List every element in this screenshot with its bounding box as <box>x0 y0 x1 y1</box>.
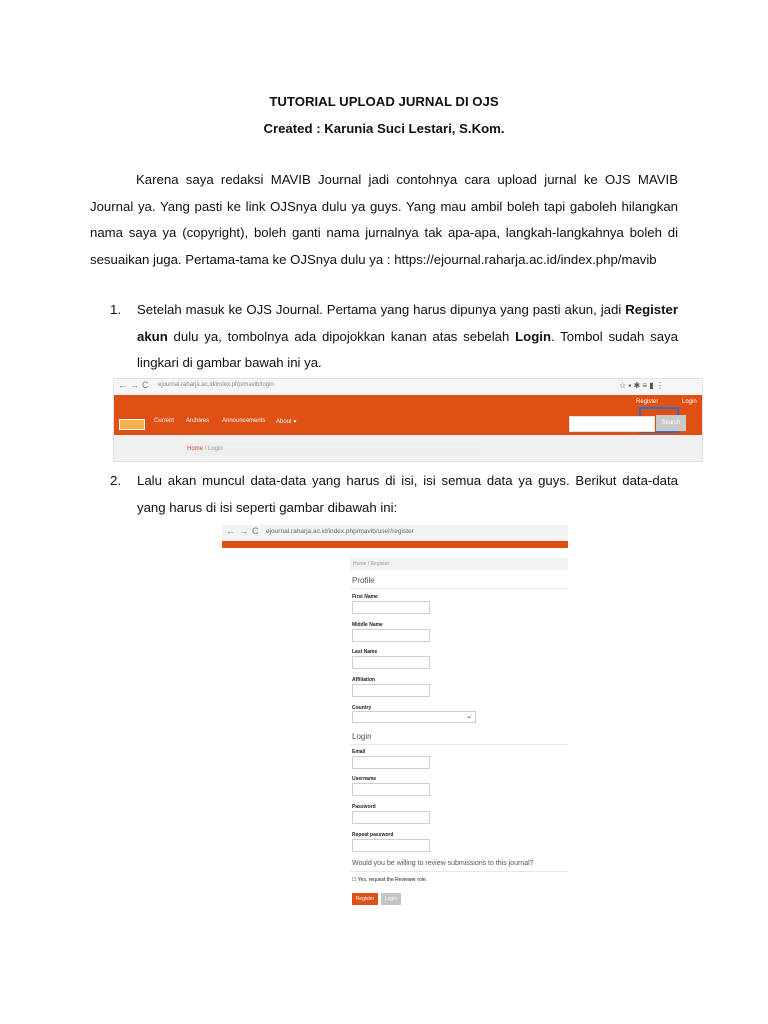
site-header <box>114 395 702 435</box>
country-label: Country <box>352 705 372 711</box>
username-field[interactable] <box>352 783 430 796</box>
browser-url-bar-2 <box>222 525 568 541</box>
step-1 <box>110 297 678 377</box>
journal-logo <box>119 419 145 430</box>
breadcrumb-home[interactable]: Home <box>353 561 367 567</box>
last-name-label: Last Name <box>352 649 378 655</box>
intro-text: Karena saya redaksi MAVIB Journal jadi contohnya cara upload jurnal ke OJS MAVIB Journal ya. Yang pasti ke link OJSnya dulu ya guys. Yang mau ambil boleh tapi gaboleh hilangkan nama saya ya (copyright), boleh ganti nama jurnalnya tak apa-apa, langkah-langkahnya boleh di sesuaikan juga. Pertama-tama ke OJSnya dulu ya : https://ejournal.raharja.ac.id/index.php/mavib <box>90 172 678 267</box>
step-2-text: Lalu akan muncul data-data yang harus di isi, isi semua data ya guys. Berikut data-data yang harus di isi seperti gambar dibawah ini: <box>137 473 678 515</box>
intro-paragraph <box>90 167 678 273</box>
first-name-label: First Name <box>352 594 378 600</box>
step-1-part3: . Tombol sudah saya lingkari di gambar bawah ini ya. <box>137 328 679 370</box>
forward-arrow-icon[interactable]: → <box>130 380 139 390</box>
browser-url[interactable]: ejournal.raharja.ac.id/index.php/mavib/user/register <box>266 528 414 535</box>
login-page-screenshot <box>113 378 703 462</box>
step-1-part2: dulu ya, tombolnya ada dipojokkan kanan atas sebelah <box>167 328 516 344</box>
repeat-password-field[interactable] <box>352 839 430 852</box>
step-1-text <box>137 297 678 377</box>
breadcrumb <box>184 442 480 456</box>
register-link[interactable]: Register <box>636 399 659 405</box>
login-heading: Login <box>352 732 372 741</box>
step-1-bold-register: Register akun <box>137 302 678 344</box>
chevron-down-icon: ⌄ <box>466 713 472 720</box>
register-page-screenshot <box>222 525 568 910</box>
middle-name-label: Middle Name <box>352 622 383 628</box>
first-name-field[interactable] <box>352 601 430 614</box>
email-label: Email <box>352 749 366 755</box>
breadcrumb-sep: / <box>203 446 209 452</box>
reviewer-checkbox[interactable]: ☐ Yes, request the Reviewer role. <box>352 877 428 883</box>
back-arrow-icon[interactable]: ← <box>226 526 235 536</box>
reviewer-question: Would you be willing to review submissions to this journal? <box>352 860 534 867</box>
login-link[interactable]: Login <box>682 399 697 405</box>
extension-icons[interactable]: ☆ ▪ ✱ ≡ ▮ ⋮ <box>619 381 664 390</box>
divider <box>350 871 568 872</box>
last-name-field[interactable] <box>352 656 430 669</box>
step-1-number: 1. <box>110 302 121 317</box>
search-button[interactable]: Search <box>656 415 686 431</box>
profile-heading: Profile <box>352 576 375 585</box>
document-title: TUTORIAL UPLOAD JURNAL DI OJS <box>269 94 499 109</box>
divider <box>350 744 568 745</box>
step-2 <box>110 468 678 521</box>
affiliation-label: Affiliation <box>352 677 376 683</box>
step-1-bold-login: Login <box>515 328 551 344</box>
middle-name-field[interactable] <box>352 629 430 642</box>
login-button[interactable]: Login <box>381 893 401 905</box>
repeat-password-label: Repeat password <box>352 832 394 838</box>
menu-current[interactable]: Current <box>154 418 175 424</box>
document-author: Created : Karunia Suci Lestari, S.Kom. <box>263 121 505 136</box>
search-input[interactable] <box>569 416 655 432</box>
divider <box>350 588 568 589</box>
username-label: Username <box>352 776 377 782</box>
reload-icon[interactable]: C <box>252 526 259 536</box>
browser-url[interactable]: ejournal.raharja.ac.id/index.php/mavib/login <box>158 382 274 388</box>
breadcrumb-current: Register <box>370 561 390 567</box>
menu-archives[interactable]: Archives <box>186 418 210 424</box>
register-button[interactable]: Register <box>352 893 378 905</box>
breadcrumb-sep: / <box>366 561 371 567</box>
step-1-part1: Setelah masuk ke OJS Journal. Pertama yang harus dipunya yang pasti akun, jadi <box>137 302 626 317</box>
country-select[interactable] <box>352 711 476 723</box>
browser-url-bar <box>114 379 702 396</box>
back-arrow-icon[interactable]: ← <box>118 380 127 390</box>
breadcrumb-home[interactable]: Home <box>187 446 204 452</box>
affiliation-field[interactable] <box>352 684 430 697</box>
menu-announcements[interactable]: Announcements <box>222 418 266 424</box>
forward-arrow-icon[interactable]: → <box>239 526 248 536</box>
breadcrumb <box>350 558 568 570</box>
breadcrumb-current: Login <box>208 446 223 452</box>
password-field[interactable] <box>352 811 430 824</box>
email-field[interactable] <box>352 756 430 769</box>
step-2-number: 2. <box>110 473 121 488</box>
password-label: Password <box>352 804 376 810</box>
site-header-strip <box>222 541 568 548</box>
menu-about[interactable]: About ▾ <box>276 419 297 425</box>
reload-icon[interactable]: C <box>142 380 149 390</box>
